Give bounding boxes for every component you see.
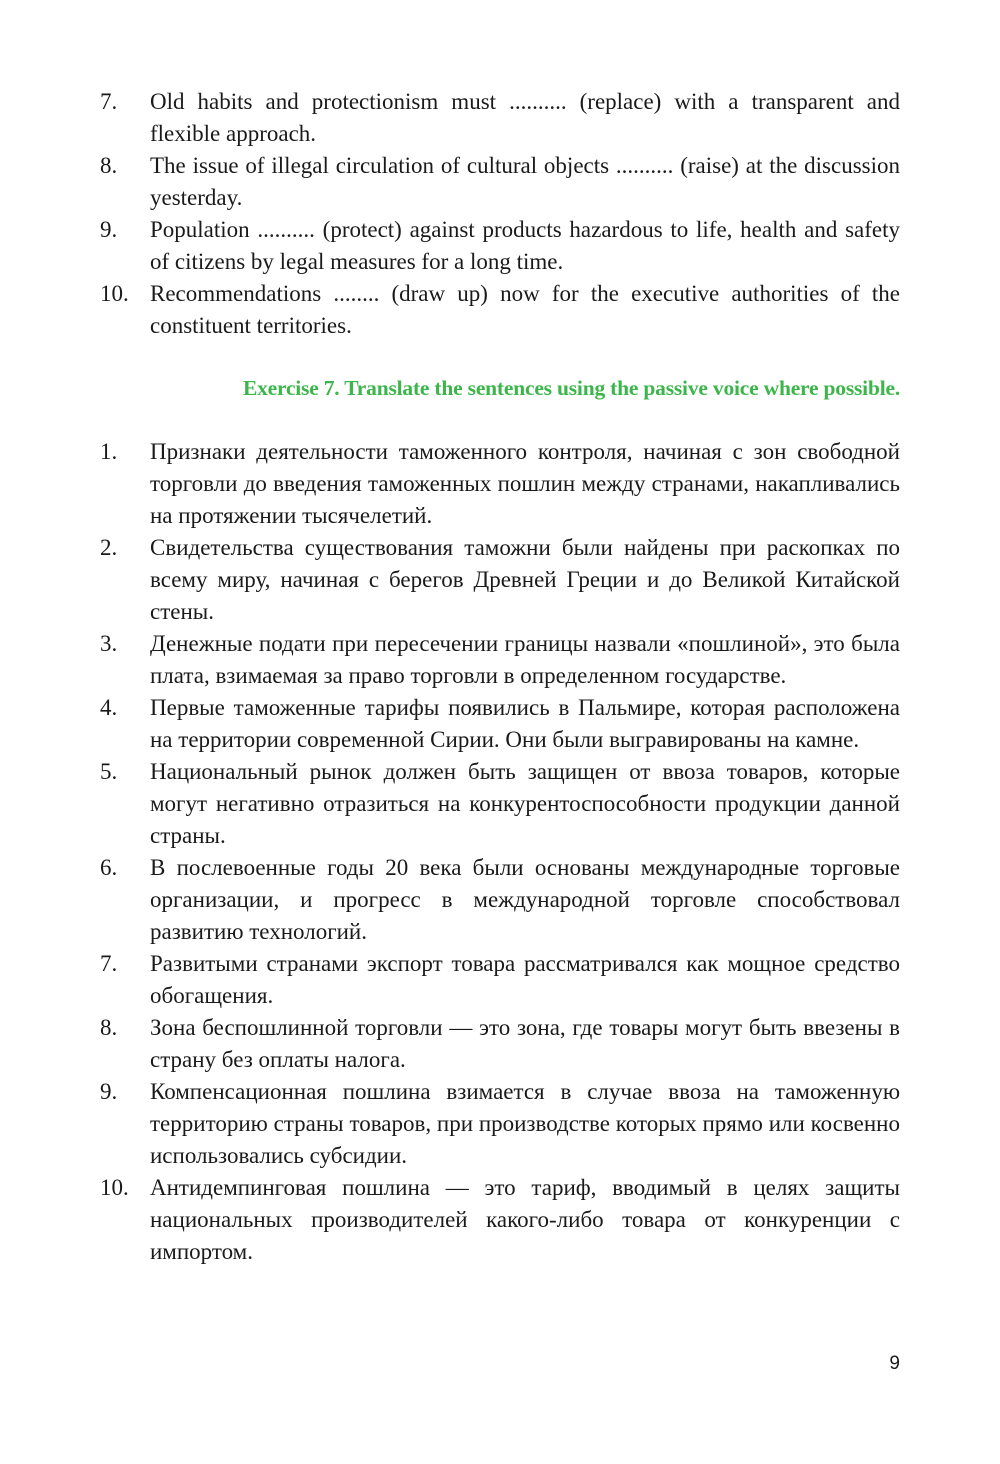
item-number: 8. bbox=[100, 1015, 118, 1040]
item-text: Денежные подати при пересечении границы назвали «пошлиной», это была плата, взимаемая за право торговли в определенном государстве. bbox=[150, 631, 900, 688]
item-number: 7. bbox=[100, 951, 118, 976]
page-number: 9 bbox=[889, 1353, 900, 1374]
item-text: Первые таможенные тарифы появились в Пальмире, которая расположена на территории современной Сирии. Они были выгравированы на камне. bbox=[150, 695, 900, 752]
item-number: 1. bbox=[100, 439, 118, 464]
item-number: 10. bbox=[100, 281, 129, 306]
item-number: 9. bbox=[100, 217, 118, 242]
list-item bbox=[100, 948, 900, 1012]
item-number: 2. bbox=[100, 535, 118, 560]
item-number: 4. bbox=[100, 695, 118, 720]
list-item bbox=[100, 852, 900, 948]
item-number: 9. bbox=[100, 1079, 118, 1104]
item-number: 6. bbox=[100, 855, 118, 880]
item-number: 3. bbox=[100, 631, 118, 656]
exercise-6-list bbox=[100, 86, 900, 342]
item-number: 5. bbox=[100, 759, 118, 784]
list-item bbox=[100, 214, 900, 278]
item-text: Old habits and protectionism must .......... (replace) with a transparent and flexible approach. bbox=[150, 89, 900, 146]
list-item bbox=[100, 86, 900, 150]
item-text: Зона беспошлинной торговли — это зона, где товары могут быть ввезены в страну без оплаты налога. bbox=[150, 1015, 900, 1072]
item-number: 7. bbox=[100, 89, 118, 114]
exercise-7-heading: Exercise 7. Translate the sentences using the passive voice where possible. bbox=[242, 376, 900, 400]
item-text: Развитыми странами экспорт товара рассматривался как мощное средство обогащения. bbox=[150, 951, 900, 1008]
list-item bbox=[100, 436, 900, 532]
item-text: Национальный рынок должен быть защищен от ввоза товаров, которые могут негативно отразиться на конкурентоспособности продукции данной страны. bbox=[150, 759, 900, 848]
list-item bbox=[100, 1012, 900, 1076]
item-text: Population .......... (protect) against products hazardous to life, health and safety of citizens by legal measures for a long time. bbox=[150, 217, 900, 274]
item-text: Компенсационная пошлина взимается в случае ввоза на таможенную территорию страны товаров, при производстве которых прямо или косвенно использовались субсидии. bbox=[150, 1079, 900, 1168]
list-item bbox=[100, 756, 900, 852]
item-text: The issue of illegal circulation of cultural objects .......... (raise) at the discussion yesterday. bbox=[150, 153, 900, 210]
list-item bbox=[100, 628, 900, 692]
item-text: Признаки деятельности таможенного контроля, начиная с зон свободной торговли до введения таможенных пошлин между странами, накапливались на протяжении тысячелетий. bbox=[150, 439, 900, 528]
item-text: Recommendations ........ (draw up) now for the executive authorities of the constituent territories. bbox=[150, 281, 900, 338]
list-item bbox=[100, 150, 900, 214]
list-item bbox=[100, 692, 900, 756]
list-item bbox=[100, 1172, 900, 1268]
item-text: Свидетельства существования таможни были найдены при раскопках по всему миру, начиная с берегов Древней Греции и до Великой Китайской стены. bbox=[150, 535, 900, 624]
item-number: 10. bbox=[100, 1175, 129, 1200]
item-text: Антидемпинговая пошлина — это тариф, вводимый в целях защиты национальных производителей какого-либо товара от конкуренции с импортом. bbox=[150, 1175, 900, 1264]
list-item bbox=[100, 532, 900, 628]
exercise-7-list bbox=[100, 436, 900, 1268]
list-item bbox=[100, 278, 900, 342]
list-item bbox=[100, 1076, 900, 1172]
item-number: 8. bbox=[100, 153, 118, 178]
item-text: В послевоенные годы 20 века были основаны международные торговые организации, и прогресс в международной торговле способствовал развитию технологий. bbox=[150, 855, 900, 944]
